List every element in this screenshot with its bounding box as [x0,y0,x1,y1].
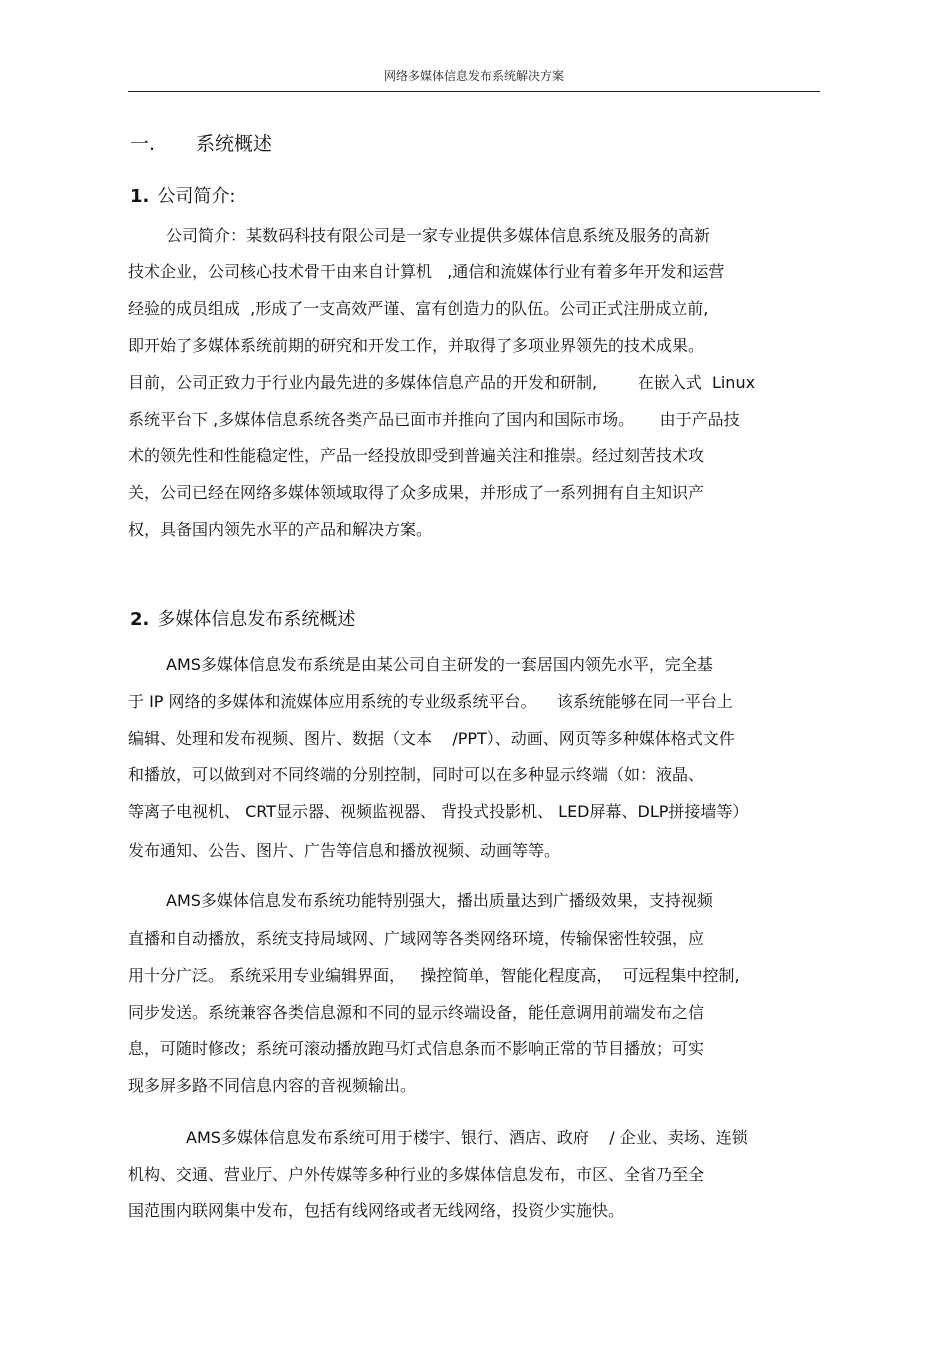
text-line: 和播放，可以做到对不同终端的分别控制，同时可以在多种显示终端（如：液晶、 [128,765,705,784]
text-line: AMS多媒体信息发布系统功能特别强大，播出质量达到广播级效果，支持视频 [166,891,713,910]
text-line: 息，可随时修改；系统可滚动播放跑马灯式信息条而不影响正常的节目播放；可实 [128,1039,705,1058]
text-line: 编辑、处理和发布视频、图片、数据（文本 /PPT）、动画、网页等多种媒体格式文件 [128,729,735,748]
text-line: 发布通知、公告、图片、广告等信息和播放视频、动画等等。 [128,841,561,860]
text-line: 国范围内联网集中发布，包括有线网络或者无线网络，投资少实施快。 [128,1201,625,1220]
text-line: 机构、交通、营业厅、户外传媒等多种行业的多媒体信息发布，市区、全省乃至全 [128,1165,705,1184]
text-line: 即开始了多媒体系统前期的研究和开发工作，并取得了多项业界领先的技术成果。 [128,336,705,355]
text-line: AMS多媒体信息发布系统可用于楼宇、银行、酒店、政府 / 企业、卖场、连锁 [186,1128,748,1147]
text-line: 于 IP 网络的多媒体和流媒体应用系统的专业级系统平台。 该系统能够在同一平台上 [128,692,733,711]
subsection-title: 多媒体信息发布系统概述 [157,609,356,630]
subsection-number: 2. [130,609,150,630]
text-line: 现多屏多路不同信息内容的音视频输出。 [128,1076,417,1095]
text-line: 系统平台下 ,多媒体信息系统各类产品已面市并推向了国内和国际市场。 由于产品技 [128,410,740,429]
text-line: 技术企业，公司核心技术骨干由来自计算机 ,通信和流媒体行业有着多年开发和运营 [128,262,725,281]
section-number: 一. [130,133,156,155]
text-line: 公司简介：某数码科技有限公司是一家专业提供多媒体信息系统及服务的高新 [166,226,711,245]
header-rule [128,91,820,92]
text-line: 同步发送。系统兼容各类信息源和不同的显示终端设备，能任意调用前端发布之信 [128,1003,705,1022]
text-line: 经验的成员组成 ,形成了一支高效严谨、富有创造力的队伍。公司正式注册成立前, [128,299,709,318]
subsection-title: 公司简介: [157,186,236,207]
text-line: 术的领先性和性能稳定性，产品一经投放即受到普遍关注和推崇。经过刻苦技术攻 [128,446,705,465]
text-line: 直播和自动播放，系统支持局域网、广域网等各类网络环境，传输保密性较强，应 [128,929,705,948]
text-line: 关，公司已经在网络多媒体领域取得了众多成果，并形成了一系列拥有自主知识产 [128,483,705,502]
text-line: 目前，公司正致力于行业内最先进的多媒体信息产品的开发和研制, 在嵌入式 Linux [128,373,756,392]
text-line: 用十分广泛。 系统采用专业编辑界面， 操控简单，智能化程度高， 可远程集中控制, [128,966,740,985]
running-header: 网络多媒体信息发布系统解决方案 [383,69,564,83]
subsection-number: 1. [130,186,150,207]
text-line: 等离子电视机、 CRT显示器、视频监视器、 背投式投影机、 LED屏幕、DLP拼接墙等） [128,802,749,821]
subsection-heading-1 [130,182,235,208]
section-heading [130,129,272,156]
text-line: 权，具备国内领先水平的产品和解决方案。 [128,520,433,539]
subsection-heading-2 [130,605,355,631]
text-line: AMS多媒体信息发布系统是由某公司自主研发的一套居国内领先水平，完全基 [166,655,713,674]
section-title: 系统概述 [196,133,273,155]
